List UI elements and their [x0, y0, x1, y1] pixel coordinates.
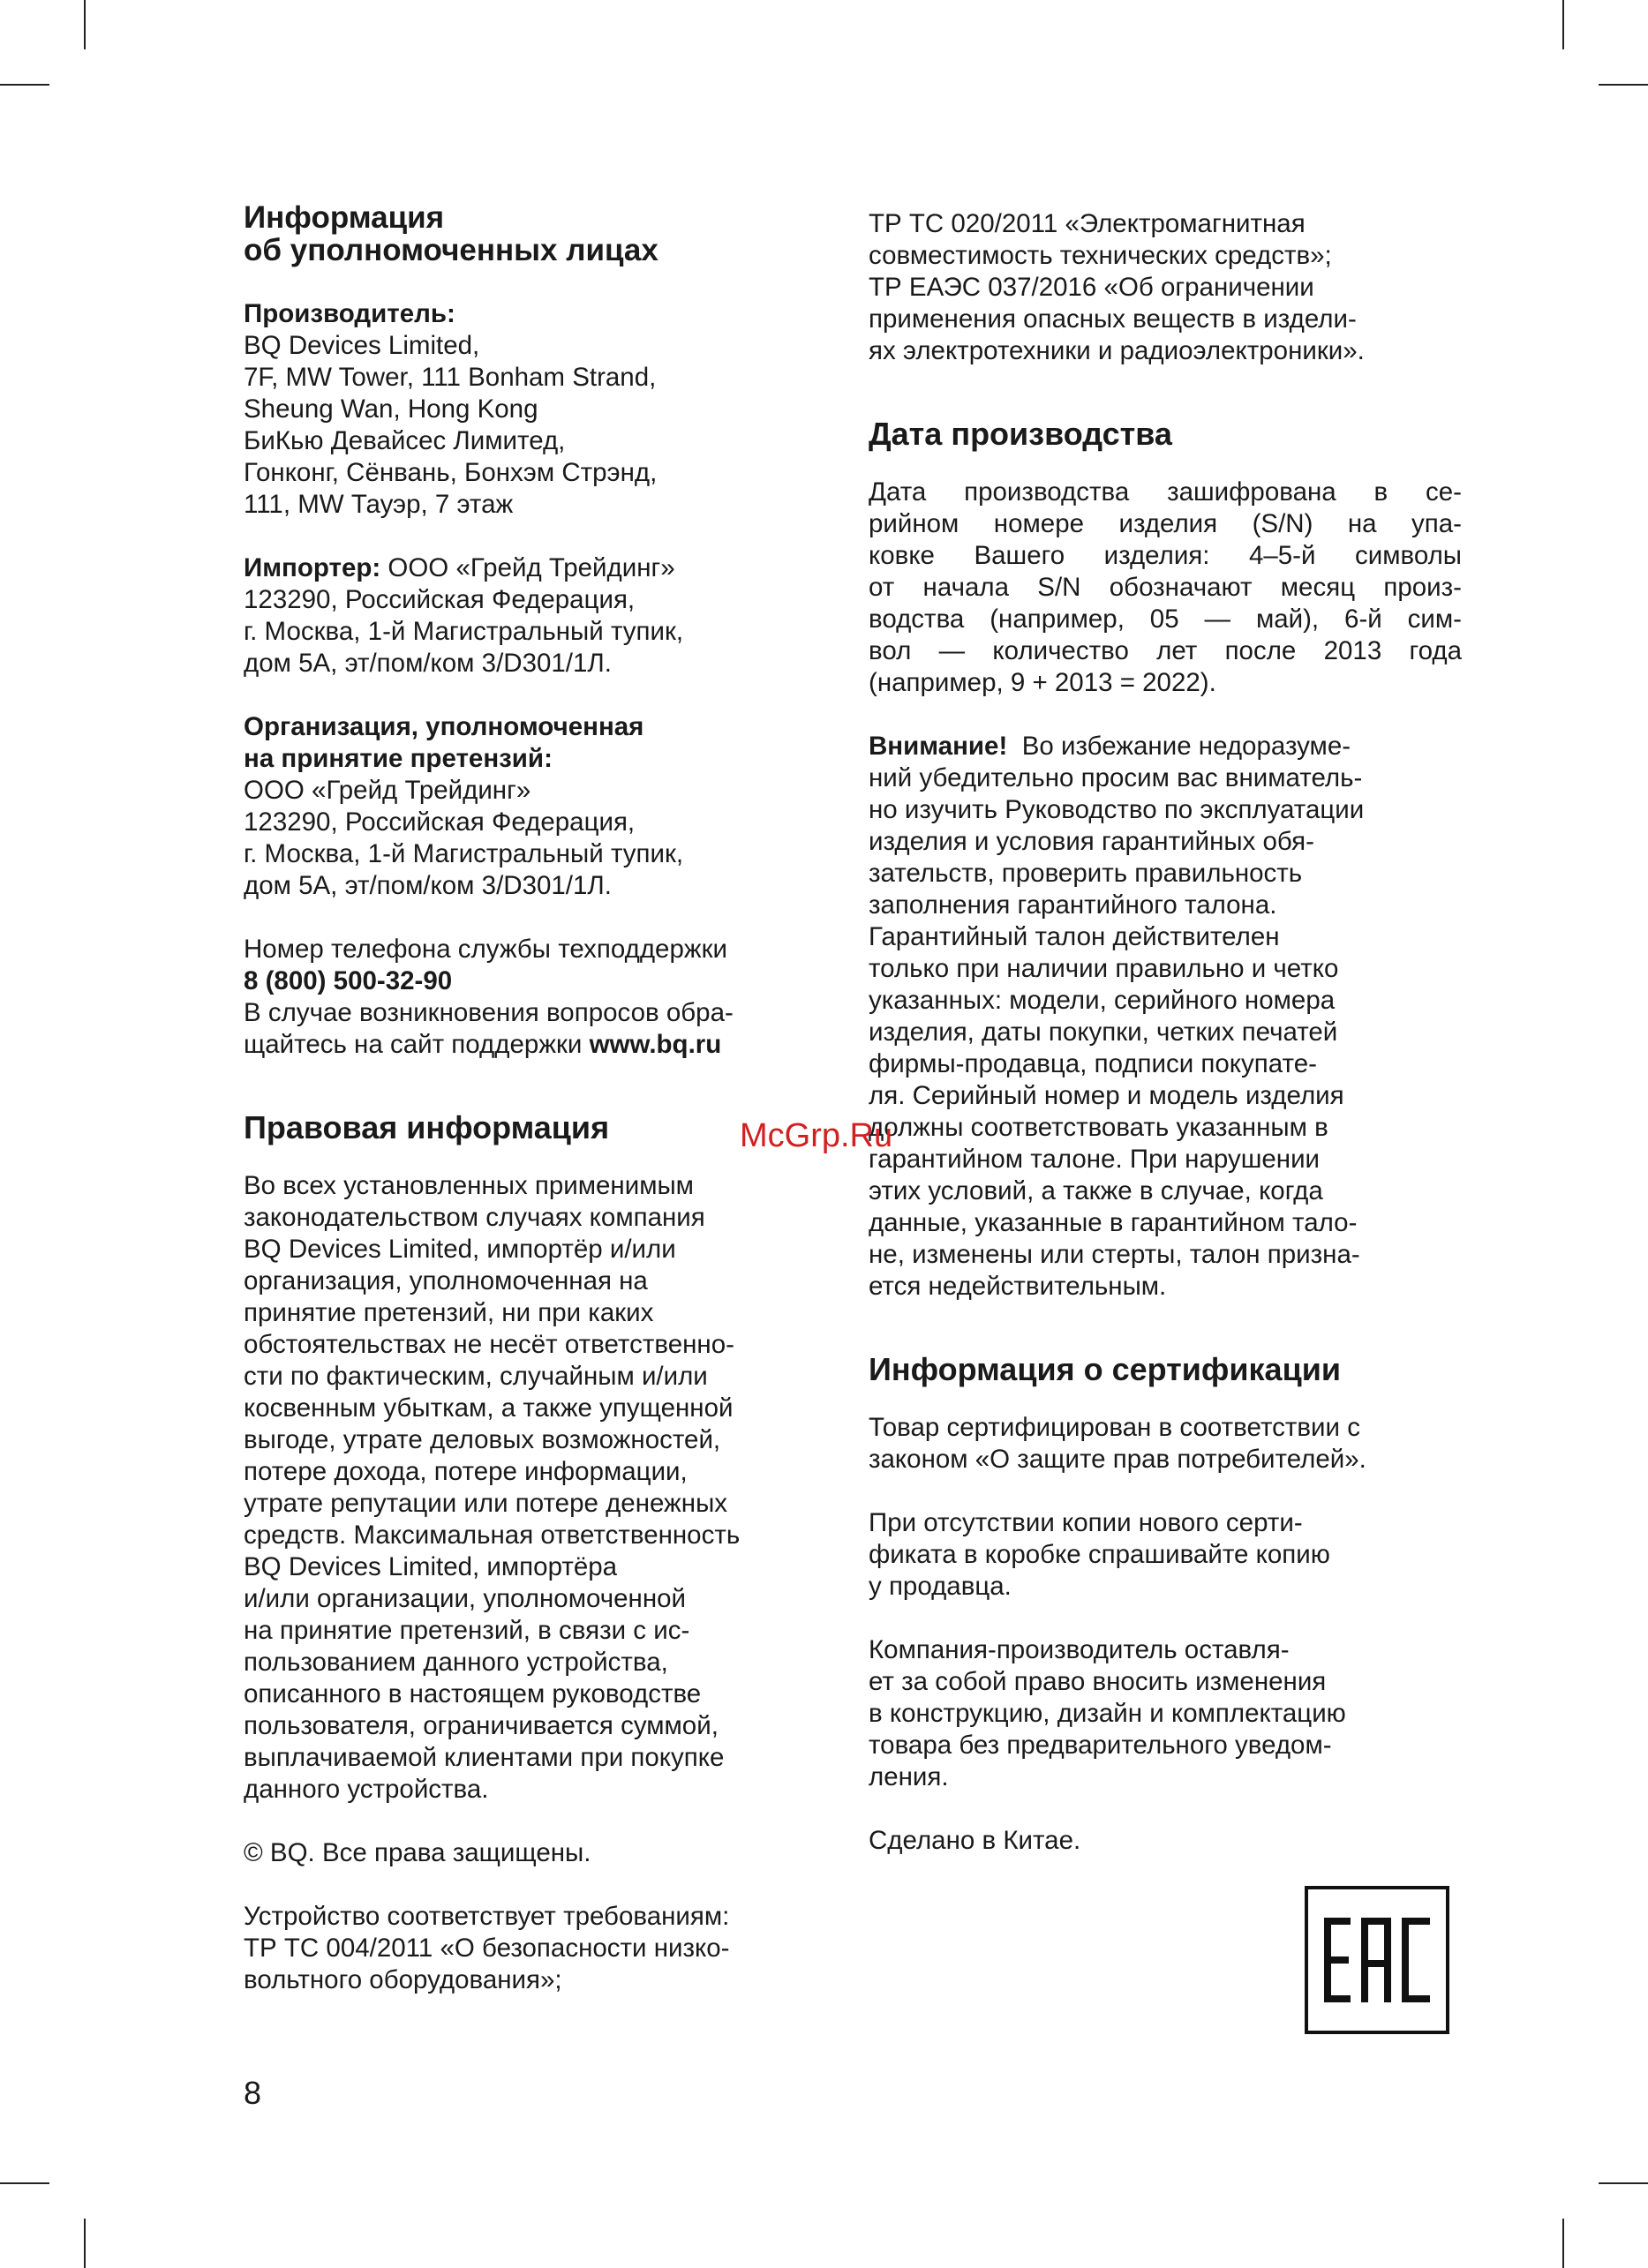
regulations-text: ТР ТС 020/2011 «Электромагнитная совместимость технических средств»; ТР ЕАЭС 037/2016 «Об ограничении применения опасных веществ в издели- ях электротехники и радиоэлектроники».: [869, 209, 1365, 365]
made-in: Сделано в Китае.: [869, 1826, 1081, 1855]
address-line: Гонконг, Сёнвань, Бонхэм Стрэнд,: [244, 458, 658, 487]
attention-label: Внимание!: [869, 732, 1008, 761]
support-site: www.bq.ru: [589, 1030, 722, 1059]
copyright: © BQ. Все права защищены.: [244, 1838, 591, 1867]
eac-mark-icon: [1308, 1889, 1446, 2031]
right-column: [869, 208, 1462, 1857]
crop-mark: [1599, 2182, 1648, 2184]
crop-mark: [1599, 84, 1648, 86]
eac-logo: [1305, 1886, 1449, 2034]
crop-mark: [1562, 0, 1564, 49]
claims-label: Организация, уполномоченная: [244, 712, 644, 741]
address-line: БиКью Девайсес Лимитед,: [244, 426, 566, 455]
crop-mark: [84, 2219, 86, 2268]
address-line: дом 5А, эт/пом/ком 3/D301/1Л.: [244, 649, 612, 678]
importer-label: Импортер:: [244, 553, 381, 582]
watermark: McGrp.Ru: [740, 1117, 893, 1154]
support-phone: 8 (800) 500-32-90: [244, 966, 453, 995]
certification-text: Товар сертифицирован в соответствии с законом «О защите прав потребителей». При отсутствии копии нового серти- фиката в коробке спрашивайте копию у продавца. Компания-производитель оставля- ет за собой право вносить изменения в конструкцию, дизайн и комплектацию товара без предварительного уведом- ления. Сделано в Китае.: [869, 1412, 1462, 1857]
authorized-persons-title: Информация об уполномоченных лицах: [244, 200, 658, 267]
support-phone-label: Номер телефона службы техподдержки: [244, 935, 727, 964]
manufacturer-label: Производитель:: [244, 299, 455, 328]
address-line: г. Москва, 1-й Магистральный тупик,: [244, 839, 684, 868]
left-column: [244, 201, 826, 1996]
address-line: 123290, Российская Федерация,: [244, 585, 636, 614]
address-line: 7F, MW Tower, 111 Bonham Strand,: [244, 363, 657, 392]
legal-title: Правовая информация: [244, 1109, 610, 1145]
legal-text: Во всех установленных применимым законодательством случаях компания BQ Devices Limited, импортёр и/или организация, уполномоченная на принятие претензий, ни при каких обстоятельствах не несёт ответственно- сти по фактическим, случайным и/или косвенным убыткам, а также упущенной выгоде, утрате деловых возможностей, потере дохода, потере информации, утрате репутации или потере денежных средств. Максимальная ответственность BQ Devices Limited, импортёра и/или организации, уполномоченной на принятие претензий, в связи с ис- пользованием данного устройства, описанного в настоящем руководстве пользователя, ограничивается суммой, выплачиваемой клиентами при покупке данного устройства.: [244, 1171, 741, 1804]
importer-name: ООО «Грейд Трейдинг»: [388, 553, 675, 582]
claims-block: [244, 711, 826, 902]
address-line: дом 5А, эт/пом/ком 3/D301/1Л.: [244, 871, 612, 900]
crop-mark: [0, 84, 49, 86]
support-text: щайтесь на сайт поддержки: [244, 1030, 583, 1059]
support-text: В случае возникновения вопросов обра-: [244, 998, 734, 1027]
support-block: [244, 934, 826, 1061]
address-line: ООО «Грейд Трейдинг»: [244, 776, 531, 805]
address-line: г. Москва, 1-й Магистральный тупик,: [244, 617, 684, 646]
address-line: BQ Devices Limited,: [244, 331, 480, 360]
compliance-text: Устройство соответствует требованиям: ТР ТС 004/2011 «О безопасности низко- вольтного оборудования»;: [244, 1902, 730, 1994]
manufacturer-block: [244, 298, 826, 521]
page-number: 8: [244, 2075, 262, 2111]
attention-text: Внимание! Во избежание недоразуме- ний убедительно просим вас вниматель- но изучить Руководство по эксплуатации изделия и условия гарантийных обя- зательств, проверить правильность заполнения гарантийного талона. Гарантийный талон действителен только при наличии правильно и четко указанных: модели, серийного номера изделия, даты покупки, четких печатей фирмы-продавца, подписи покупате- ля. Серийный номер и модель изделия должны соответствовать указанным в гарантийном талоне. При нарушении этих условий, а также в случае, когда данные, указанные в гарантийном тало- не, изменены или стерты, талон призна- ется недействительным.: [869, 732, 1365, 1301]
certification-title: Информация о сертификации: [869, 1351, 1341, 1387]
crop-mark: [1562, 2219, 1564, 2268]
crop-mark: [84, 0, 86, 49]
production-date-text: Дата производства зашифрована в се- рийном номере изделия (S/N) на упа- ковке Вашего изделия: 4–5-й символы от начала S/N обозначают месяц произ- водства (например, 05 — май), 6-й сим- вол — количество лет после 2013 года (например, 9 + 2013 = 2022).: [869, 477, 1462, 697]
claims-label: на принятие претензий:: [244, 744, 553, 773]
importer-block: [244, 552, 826, 680]
crop-mark: [0, 2182, 49, 2184]
address-line: 123290, Российская Федерация,: [244, 807, 636, 837]
address-line: 111, MW Тауэр, 7 этаж: [244, 490, 514, 519]
address-line: Sheung Wan, Hong Kong: [244, 394, 538, 424]
production-date-title: Дата производства: [869, 416, 1172, 452]
